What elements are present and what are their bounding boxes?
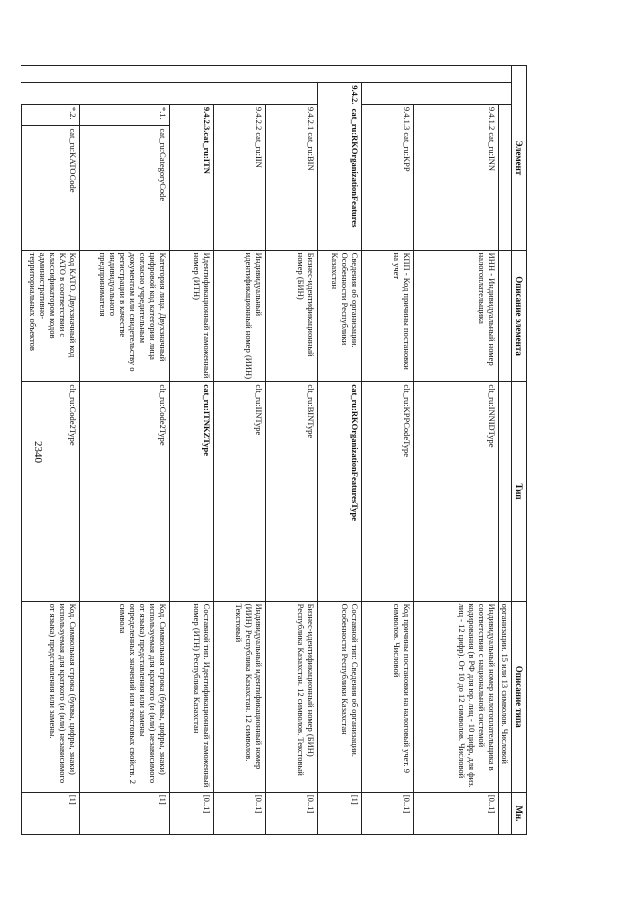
row-type-desc: Код. Символьная строка (буквы, цифры, знаки) используемая для краткого (и (или) независимого от языка) представления или замены определенных значений или текстовых свойств. 2 символа <box>79 601 169 792</box>
row-num: *.1. <box>79 104 169 126</box>
row-type: clt_ru:IINType <box>213 382 265 601</box>
row-name: cat_ru:CategoryCode <box>79 126 169 250</box>
row-type: clt_ru:BINType <box>265 382 317 601</box>
row-name: 9.4.2.2 cat_ru:IIN <box>213 104 265 250</box>
row-mn: [1] <box>21 792 79 834</box>
row-type-desc: Бизнес-идентификационный номер (БИН) Республика Казахстан. 12 символов. Текстовый <box>265 601 317 792</box>
table-row <box>169 66 213 835</box>
row-desc: КПП - Код причины постановки на учет <box>361 250 413 382</box>
header-mn: Мн. <box>512 792 527 834</box>
row-type-desc: организации. 15 или 13 символов. Числовой <box>498 601 511 792</box>
header-type: Тип <box>512 382 527 601</box>
row-name: 9.4.2.1 cat_ru:BIN <box>265 104 317 250</box>
row-desc <box>498 250 511 382</box>
row-type-desc: Индивидуальный номер налогоплательщика в соответствии с национальной системой кодирования (в РФ для юр. лиц - 10 цифр, для физ. лиц - 12 цифр). От 10 до 12 символов. Числовой <box>413 601 498 792</box>
row-mn: [0..1] <box>265 792 317 834</box>
table-row <box>21 66 79 835</box>
table-row <box>317 66 361 835</box>
elements-table <box>21 65 527 835</box>
row-type-desc: Код причины постановки на налоговый учет. 9 символов. Числовой <box>361 601 413 792</box>
header-description: Описание элемента <box>512 250 527 382</box>
row-desc: Индивидуальный идентификационный номер (ИИН) <box>213 250 265 382</box>
row-type: cat_ru:RKOrganizationFeaturesType <box>317 382 361 601</box>
header-type-description: Описание типа <box>512 601 527 792</box>
row-type <box>498 382 511 601</box>
row-mn: [1] <box>79 792 169 834</box>
row-type: clt_ru:KPPCodeType <box>361 382 413 601</box>
row-name: 9.4.1.3 cat_ru:KPP <box>361 104 413 250</box>
row-type: clt_ru:Code2Type <box>79 382 169 601</box>
row-type-desc: Составной тип. Идентификационный таможенный номер (ИТН) Республика Казахстан <box>169 601 213 792</box>
row-type: clt_ru:Code2Type <box>21 382 79 601</box>
table-row <box>413 66 498 835</box>
row-desc: Идентификационный таможенный номер (ИТН) <box>169 250 213 382</box>
row-type-desc: Индивидуальный идентификационный номер (ИИН) Республика Казахстан. 12 символов. Текстовый <box>213 601 265 792</box>
row-desc: Код КАТО. Двухзначный код КАТО в соответствии с классификатором кодов административно-территориальных объектов <box>21 250 79 382</box>
row-desc: Сведения об организации. Особенности Республики Казахстан <box>317 250 361 382</box>
row-desc: Категория лица. Двухзначный цифровой код категории лица согласно учредительным документам или свидетельству о регистрации в качестве индивидуального предпринимателя <box>79 250 169 382</box>
row-mn: [0..1] <box>361 792 413 834</box>
row-mn: [0..1] <box>169 792 213 834</box>
row-mn: [1] <box>317 792 361 834</box>
row-type: cat_ru:ITNKZType <box>169 382 213 601</box>
row-name: cat_ru:KATOCode <box>21 126 79 250</box>
row-num: *.2. <box>21 104 79 126</box>
row-type-desc: Составной тип: Сведения об организации. Особенности Республики Казахстан <box>317 601 361 792</box>
row-name: 9.4.2.3.cat_ru:ITN <box>169 104 213 250</box>
table-header-row <box>512 66 527 835</box>
row-type: clt_ru:INNIDType <box>413 382 498 601</box>
row-desc: ИНН - Индивидуальный номер налогоплательщика <box>413 250 498 382</box>
row-type-desc: Код. Символьная строка (буквы, цифры, знаки) используемая для краткого (и (или) независимого от языка) представления или замены. <box>21 601 79 792</box>
row-mn: [0..1] <box>413 792 498 834</box>
page-number: 2340 <box>32 441 44 463</box>
table-row <box>498 66 511 835</box>
table-row <box>265 66 317 835</box>
row-name: 9.4.2. cat_ru:RKOrganizationFeatures <box>317 83 361 250</box>
row-desc: Бизнес-идентификационный номер (БИН) <box>265 250 317 382</box>
header-element: Элемент <box>512 66 527 251</box>
row-mn: [0..1] <box>213 792 265 834</box>
row-mn <box>498 792 511 834</box>
table-row <box>79 66 169 835</box>
table-row <box>361 66 413 835</box>
row-name: 9.4.1.2 cat_ru:INN <box>413 104 498 250</box>
table-row <box>213 66 265 835</box>
row-name <box>498 104 511 250</box>
